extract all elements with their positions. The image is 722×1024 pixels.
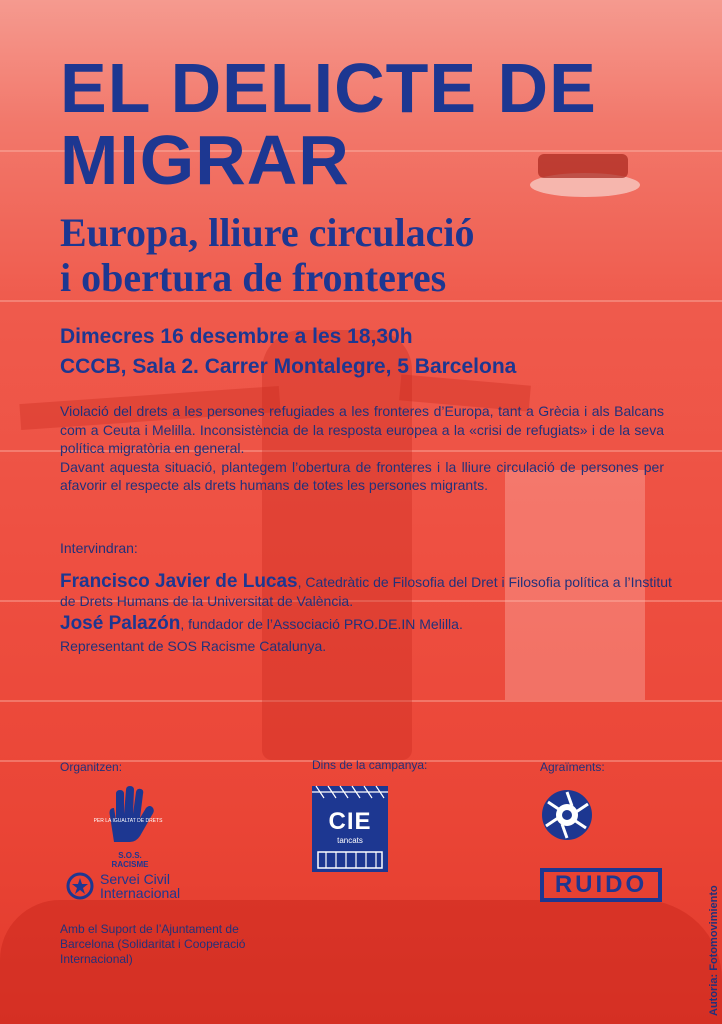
sci-logo (66, 872, 180, 900)
sci-line: Servei Civil (100, 871, 171, 887)
event-place: CCCB, Sala 2. Carrer Montalegre, 5 Barcelona (60, 355, 517, 378)
event-details (60, 322, 680, 382)
hand-caption: PER LA IGUALTAT DE DRETS (93, 818, 163, 824)
speaker-item (60, 572, 680, 611)
subtitle-line: i obertura de fronteres (60, 255, 447, 300)
speaker-role: Representant de SOS Racisme Catalunya. (60, 638, 327, 654)
event-date: Dimecres 16 desembre a les 18,30h (60, 325, 413, 348)
speaker-role: , fundador de l’Associació PRO.DE.IN Melilla. (180, 616, 463, 632)
sos-racisme-logo (93, 786, 163, 869)
fotomovimiento-logo (540, 788, 594, 847)
description-paragraph: Violació del drets a les persones refugiades a les fronteres d’Europa, tant a Grècia i als Balcans com a Ceuta i Melilla. Inconsistència de la resposta europea a la «crisi de refugiats» i de la seva política migratòria en general. (60, 403, 664, 456)
thanks-label: Agraïments: (540, 760, 605, 774)
poster-subtitle (60, 210, 620, 300)
photo-credit: Autoria: Fotomovimiento (708, 885, 720, 1016)
hand-icon (93, 786, 163, 844)
water-line (0, 300, 722, 302)
campaign-label: Dins de la campanya: (312, 758, 428, 772)
sos-caption: S.O.S. RACISME (111, 851, 149, 869)
speaker-item (60, 614, 680, 634)
sci-star-icon (66, 872, 94, 900)
subtitle-line: Europa, lliure circulació (60, 210, 475, 255)
ruido-logo (540, 868, 662, 902)
poster-title: EL DELICTE DE MIGRAR (60, 49, 597, 199)
organizers-label: Organitzen: (60, 760, 123, 774)
speaker-name: Francisco Javier de Lucas (60, 571, 298, 592)
description (60, 402, 664, 495)
support-text: Amb el Suport de l’Ajuntament de Barcelona (Solidaritat i Cooperació Internacional) (60, 922, 246, 966)
ruido-text: RUIDO (554, 871, 648, 898)
sci-line: Internacional (100, 885, 181, 901)
cie-logo (312, 786, 388, 872)
camera-shutter-icon (540, 788, 594, 842)
speaker-role: , Catedràtic de Filosofia del Dret i Filosofia política a l’Institut de Drets Humans de la Universitat de València. (60, 574, 672, 609)
speakers-label: Intervindran: (60, 540, 138, 556)
speakers-list (60, 572, 680, 659)
cie-text: CIE (328, 808, 372, 835)
speaker-name: José Palazón (60, 613, 181, 634)
cie-subtext: tancats (337, 836, 363, 845)
speaker-item (60, 637, 680, 656)
description-paragraph: Davant aquesta situació, plantegem l’obertura de fronteres i la lliure circulació de persones per afavorir el respecte als drets humans de totes les persones migrants. (60, 458, 664, 493)
person-figure (262, 330, 412, 760)
